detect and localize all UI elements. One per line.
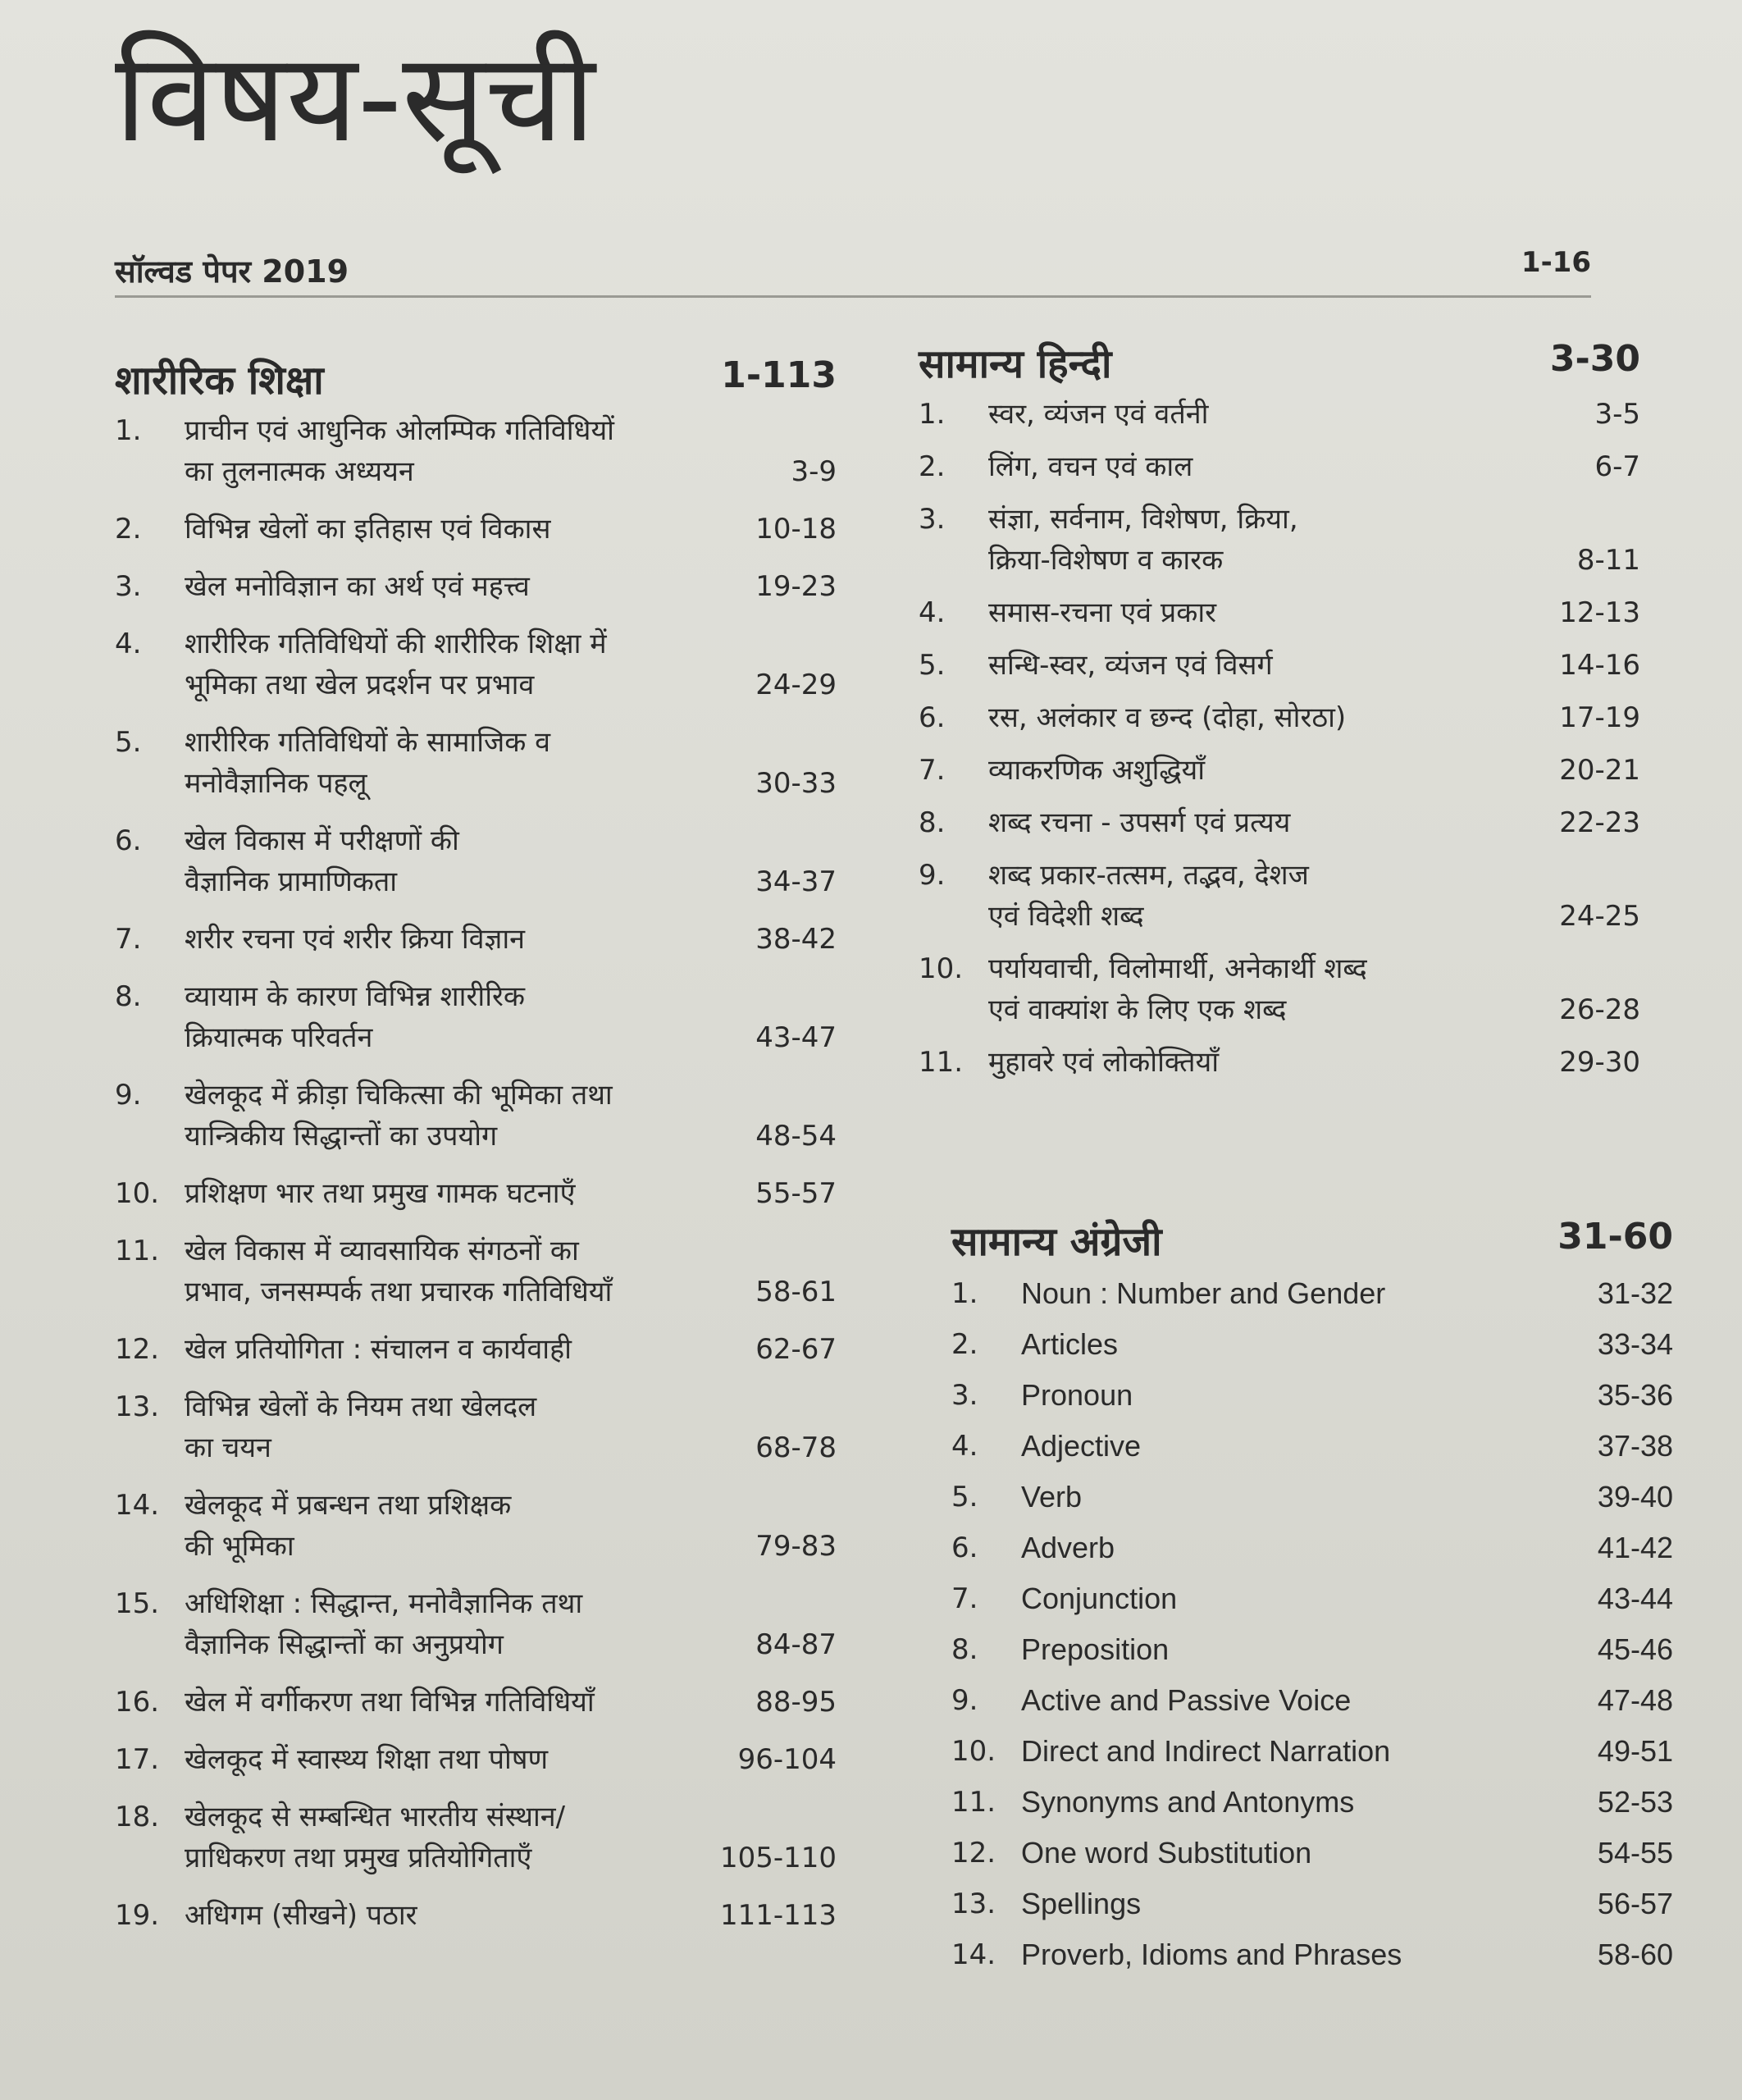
entry-title: शब्द प्रकार-तत्सम, तद्भव, देशज एवं विदेशी शब्द	[988, 859, 1309, 933]
entry-title: शरीर रचना एवं शरीर क्रिया विज्ञान	[185, 923, 526, 956]
entry-title: खेल विकास में परीक्षणों की वैज्ञानिक प्रामाणिकता	[185, 824, 459, 898]
toc-entry	[919, 499, 1640, 581]
entry-title: खेलकूद में क्रीड़ा चिकित्सा की भूमिका तथा यान्त्रिकीय सिद्धान्तों का उपयोग	[185, 1079, 613, 1153]
entry-pages: 14-16	[1559, 649, 1640, 682]
entry-title: प्राचीन एवं आधुनिक ओलम्पिक गतिविधियों का तुलनात्मक अध्ययन	[185, 414, 614, 488]
entry-number: 9.	[115, 1079, 142, 1112]
toc-entry	[951, 1780, 1673, 1824]
entry-pages: 12-13	[1559, 596, 1640, 629]
entry-pages: 3-9	[791, 455, 837, 488]
toc-entry	[115, 722, 837, 804]
entry-number: 15.	[115, 1587, 160, 1620]
entry-title: व्यायाम के कारण विभिन्न शारीरिक क्रियात्मक परिवर्तन	[185, 980, 526, 1054]
entry-pages: 54-55	[1597, 1836, 1673, 1869]
entry-title: प्रशिक्षण भार तथा प्रमुख गामक घटनाएँ	[185, 1177, 576, 1210]
entry-number: 12.	[115, 1333, 160, 1366]
entry-title: Verb	[1021, 1480, 1083, 1513]
toc-entry	[115, 1739, 837, 1780]
entry-title: स्वर, व्यंजन एवं वर्तनी	[988, 398, 1209, 431]
entry-title: रस, अलंकार व छन्द (दोहा, सोरठा)	[988, 701, 1347, 734]
section-page-range: 31-60	[1557, 1216, 1673, 1258]
entry-pages: 58-61	[755, 1276, 837, 1308]
entry-title: Synonyms and Antonyms	[1021, 1785, 1355, 1819]
toc-entry	[919, 802, 1640, 843]
toc-entry	[919, 1042, 1640, 1083]
entry-number: 17.	[115, 1743, 160, 1776]
toc-entry	[115, 410, 837, 492]
entry-number: 12.	[951, 1837, 996, 1869]
section-general-hindi	[919, 328, 1640, 1094]
entry-number: 5.	[919, 649, 946, 682]
entry-number: 1.	[951, 1277, 978, 1310]
entry-pages: 38-42	[755, 923, 837, 956]
solved-paper-row	[115, 246, 1591, 298]
entry-number: 14.	[951, 1938, 996, 1971]
entry-title: Adverb	[1021, 1531, 1115, 1564]
entry-number: 3.	[919, 503, 946, 536]
entry-pages: 52-53	[1597, 1785, 1673, 1819]
entry-title: अधिशिक्षा : सिद्धान्त, मनोवैज्ञानिक तथा वैज्ञानिक सिद्धान्तों का अनुप्रयोग	[185, 1587, 583, 1661]
entry-number: 2.	[115, 513, 142, 546]
entry-pages: 19-23	[755, 570, 837, 603]
entry-title: खेल मनोविज्ञान का अर्थ एवं महत्त्व	[185, 570, 530, 603]
toc-entry	[951, 1424, 1673, 1468]
entry-title: Noun : Number and Gender	[1021, 1276, 1386, 1310]
entry-number: 13.	[951, 1888, 996, 1920]
toc-entry	[951, 1729, 1673, 1774]
entry-number: 1.	[919, 398, 946, 431]
entry-pages: 45-46	[1597, 1632, 1673, 1666]
toc-entry	[919, 394, 1640, 435]
toc-entry	[115, 1075, 837, 1157]
toc-entry	[115, 1329, 837, 1370]
toc-entry	[919, 948, 1640, 1030]
entry-pages: 8-11	[1576, 544, 1640, 577]
entry-pages: 10-18	[755, 513, 837, 546]
toc-entry	[951, 1678, 1673, 1723]
toc-entry	[951, 1322, 1673, 1367]
entry-number: 11.	[951, 1786, 996, 1819]
entry-number: 9.	[951, 1684, 978, 1717]
entry-title: शब्द रचना - उपसर्ग एवं प्रत्यय	[988, 806, 1291, 839]
entry-pages: 105-110	[719, 1842, 837, 1874]
entry-pages: 41-42	[1597, 1531, 1673, 1564]
toc-entry	[951, 1526, 1673, 1570]
entry-pages: 22-23	[1559, 806, 1640, 839]
entry-number: 7.	[919, 754, 946, 787]
toc-entry	[919, 645, 1640, 686]
toc-entry	[951, 1831, 1673, 1875]
entry-title: खेलकूद में स्वास्थ्य शिक्षा तथा पोषण	[185, 1743, 549, 1776]
section-header	[919, 328, 1640, 394]
entry-pages: 79-83	[755, 1530, 837, 1563]
entry-title: खेलकूद में प्रबन्धन तथा प्रशिक्षक की भूमिका	[185, 1489, 512, 1563]
entry-number: 10.	[115, 1177, 160, 1210]
entry-number: 8.	[115, 980, 142, 1013]
entry-pages: 29-30	[1559, 1046, 1640, 1079]
toc-entry	[115, 1230, 837, 1312]
entry-number: 4.	[919, 596, 946, 629]
entry-title: खेल प्रतियोगिता : संचालन व कार्यवाही	[185, 1333, 572, 1366]
entry-title: विभिन्न खेलों का इतिहास एवं विकास	[185, 513, 551, 546]
entry-title: खेलकूद से सम्बन्धित भारतीय संस्थान/ प्राधिकरण तथा प्रमुख प्रतियोगिताएँ	[185, 1801, 566, 1874]
entry-title: शारीरिक गतिविधियों की शारीरिक शिक्षा में भूमिका तथा खेल प्रदर्शन पर प्रभाव	[185, 628, 607, 701]
entry-title: Adjective	[1021, 1429, 1142, 1463]
entry-pages: 68-78	[755, 1431, 837, 1464]
toc-entry	[951, 1882, 1673, 1926]
entry-title: शारीरिक गतिविधियों के सामाजिक व मनोवैज्ञानिक पहलू	[185, 726, 551, 800]
entry-pages: 49-51	[1597, 1734, 1673, 1768]
entry-title: Direct and Indirect Narration	[1021, 1734, 1391, 1768]
entry-pages: 30-33	[755, 767, 837, 800]
toc-entry	[115, 919, 837, 960]
toc-entry	[115, 1682, 837, 1723]
entry-pages: 34-37	[755, 865, 837, 898]
entry-number: 2.	[951, 1328, 978, 1361]
entry-number: 5.	[951, 1481, 978, 1513]
entry-title: Conjunction	[1021, 1582, 1178, 1615]
entry-pages: 43-47	[755, 1021, 837, 1054]
entry-number: 5.	[115, 726, 142, 759]
entry-pages: 39-40	[1597, 1480, 1673, 1513]
entry-pages: 37-38	[1597, 1429, 1673, 1463]
entry-number: 11.	[115, 1235, 160, 1267]
entry-number: 3.	[951, 1379, 978, 1412]
entry-number: 4.	[951, 1430, 978, 1463]
entry-number: 19.	[115, 1899, 160, 1932]
entry-number: 6.	[951, 1532, 978, 1564]
entry-title: व्याकरणिक अशुद्धियाँ	[988, 754, 1206, 787]
toc-entry	[115, 566, 837, 607]
entry-number: 16.	[115, 1686, 160, 1719]
entry-title: अधिगम (सीखने) पठार	[185, 1899, 417, 1932]
entry-pages: 58-60	[1597, 1938, 1673, 1971]
toc-entry	[115, 1583, 837, 1665]
section-title: सामान्य अंग्रेजी	[951, 1219, 1162, 1265]
entry-pages: 17-19	[1559, 701, 1640, 734]
toc-entry	[115, 1386, 837, 1468]
entry-pages: 56-57	[1597, 1887, 1673, 1920]
page-title: विषय-सूची	[115, 27, 595, 170]
toc-entry	[115, 976, 837, 1058]
toc-entry	[115, 1796, 837, 1879]
entry-pages: 33-34	[1597, 1327, 1673, 1361]
entry-pages: 111-113	[719, 1899, 837, 1932]
entry-pages: 43-44	[1597, 1582, 1673, 1615]
entry-title: Preposition	[1021, 1632, 1170, 1666]
entry-pages: 24-29	[755, 669, 837, 701]
entry-title: Articles	[1021, 1327, 1119, 1361]
entry-pages: 20-21	[1559, 754, 1640, 787]
toc-entry	[951, 1475, 1673, 1519]
entry-number: 6.	[919, 701, 946, 734]
entry-title: Proverb, Idioms and Phrases	[1021, 1938, 1402, 1971]
toc-entry	[919, 592, 1640, 633]
section-title: सामान्य हिन्दी	[919, 341, 1112, 387]
entry-number: 6.	[115, 824, 142, 857]
entry-title: सन्धि-स्वर, व्यंजन एवं विसर्ग	[988, 649, 1273, 682]
entry-number: 1.	[115, 414, 142, 447]
section-page-range: 1-113	[721, 354, 837, 396]
solved-paper-label: सॉल्वड पेपर 2019	[115, 253, 349, 290]
toc-entry	[919, 697, 1640, 738]
toc-entry	[115, 509, 837, 550]
entry-pages: 62-67	[755, 1333, 837, 1366]
toc-entry	[951, 1271, 1673, 1316]
toc-entry	[115, 1485, 837, 1567]
entry-pages: 26-28	[1559, 993, 1640, 1026]
entry-title: पर्यायवाची, विलोमार्थी, अनेकार्थी शब्द एवं वाक्यांश के लिए एक शब्द	[988, 952, 1367, 1026]
entry-pages: 35-36	[1597, 1378, 1673, 1412]
section-title: शारीरिक शिक्षा	[115, 358, 324, 404]
entry-number: 4.	[115, 628, 142, 660]
entry-title: विभिन्न खेलों के नियम तथा खेलदल का चयन	[185, 1390, 537, 1464]
entry-number: 18.	[115, 1801, 160, 1833]
entry-title: One word Substitution	[1021, 1836, 1312, 1869]
toc-entry	[919, 750, 1640, 791]
entry-title: संज्ञा, सर्वनाम, विशेषण, क्रिया, क्रिया-विशेषण व कारक	[988, 503, 1298, 577]
entry-pages: 6-7	[1594, 450, 1640, 483]
entry-pages: 31-32	[1597, 1276, 1673, 1310]
solved-paper-pages: 1-16	[1521, 246, 1591, 279]
entry-title: समास-रचना एवं प्रकार	[988, 596, 1217, 629]
toc-entry	[951, 1373, 1673, 1418]
entry-number: 9.	[919, 859, 946, 892]
entry-pages: 88-95	[755, 1686, 837, 1719]
entry-pages: 48-54	[755, 1120, 837, 1153]
section-physical-education	[115, 345, 837, 1952]
entry-number: 8.	[919, 806, 946, 839]
entry-pages: 24-25	[1559, 900, 1640, 933]
entry-number: 7.	[115, 923, 142, 956]
toc-entry	[115, 820, 837, 902]
section-general-english	[951, 1206, 1673, 1984]
entry-title: खेल में वर्गीकरण तथा विभिन्न गतिविधियाँ	[185, 1686, 595, 1719]
toc-entry	[115, 1895, 837, 1936]
entry-title: Active and Passive Voice	[1021, 1683, 1352, 1717]
toc-entry	[115, 1173, 837, 1214]
entry-number: 11.	[919, 1046, 964, 1079]
entry-title: खेल विकास में व्यावसायिक संगठनों का प्रभाव, जनसम्पर्क तथा प्रचारक गतिविधियाँ	[185, 1235, 613, 1308]
entry-number: 14.	[115, 1489, 160, 1522]
section-header	[115, 345, 837, 410]
entry-pages: 96-104	[737, 1743, 837, 1776]
entry-number: 10.	[919, 952, 964, 985]
entry-pages: 3-5	[1594, 398, 1640, 431]
entry-title: मुहावरे एवं लोकोक्तियाँ	[988, 1046, 1220, 1079]
toc-entry	[115, 623, 837, 705]
entry-number: 8.	[951, 1633, 978, 1666]
section-page-range: 3-30	[1549, 338, 1640, 380]
entry-pages: 55-57	[755, 1177, 837, 1210]
entry-pages: 47-48	[1597, 1683, 1673, 1717]
entry-number: 10.	[951, 1735, 996, 1768]
entry-number: 3.	[115, 570, 142, 603]
toc-entry	[951, 1628, 1673, 1672]
toc-entry	[919, 855, 1640, 937]
entry-number: 7.	[951, 1582, 978, 1615]
toc-entry	[951, 1933, 1673, 1977]
entry-pages: 84-87	[755, 1628, 837, 1661]
section-header	[951, 1206, 1673, 1271]
entry-title: Spellings	[1021, 1887, 1142, 1920]
entry-title: Pronoun	[1021, 1378, 1133, 1412]
toc-entry	[951, 1577, 1673, 1621]
entry-title: लिंग, वचन एवं काल	[988, 450, 1193, 483]
entry-number: 13.	[115, 1390, 160, 1423]
entry-number: 2.	[919, 450, 946, 483]
toc-entry	[919, 446, 1640, 487]
